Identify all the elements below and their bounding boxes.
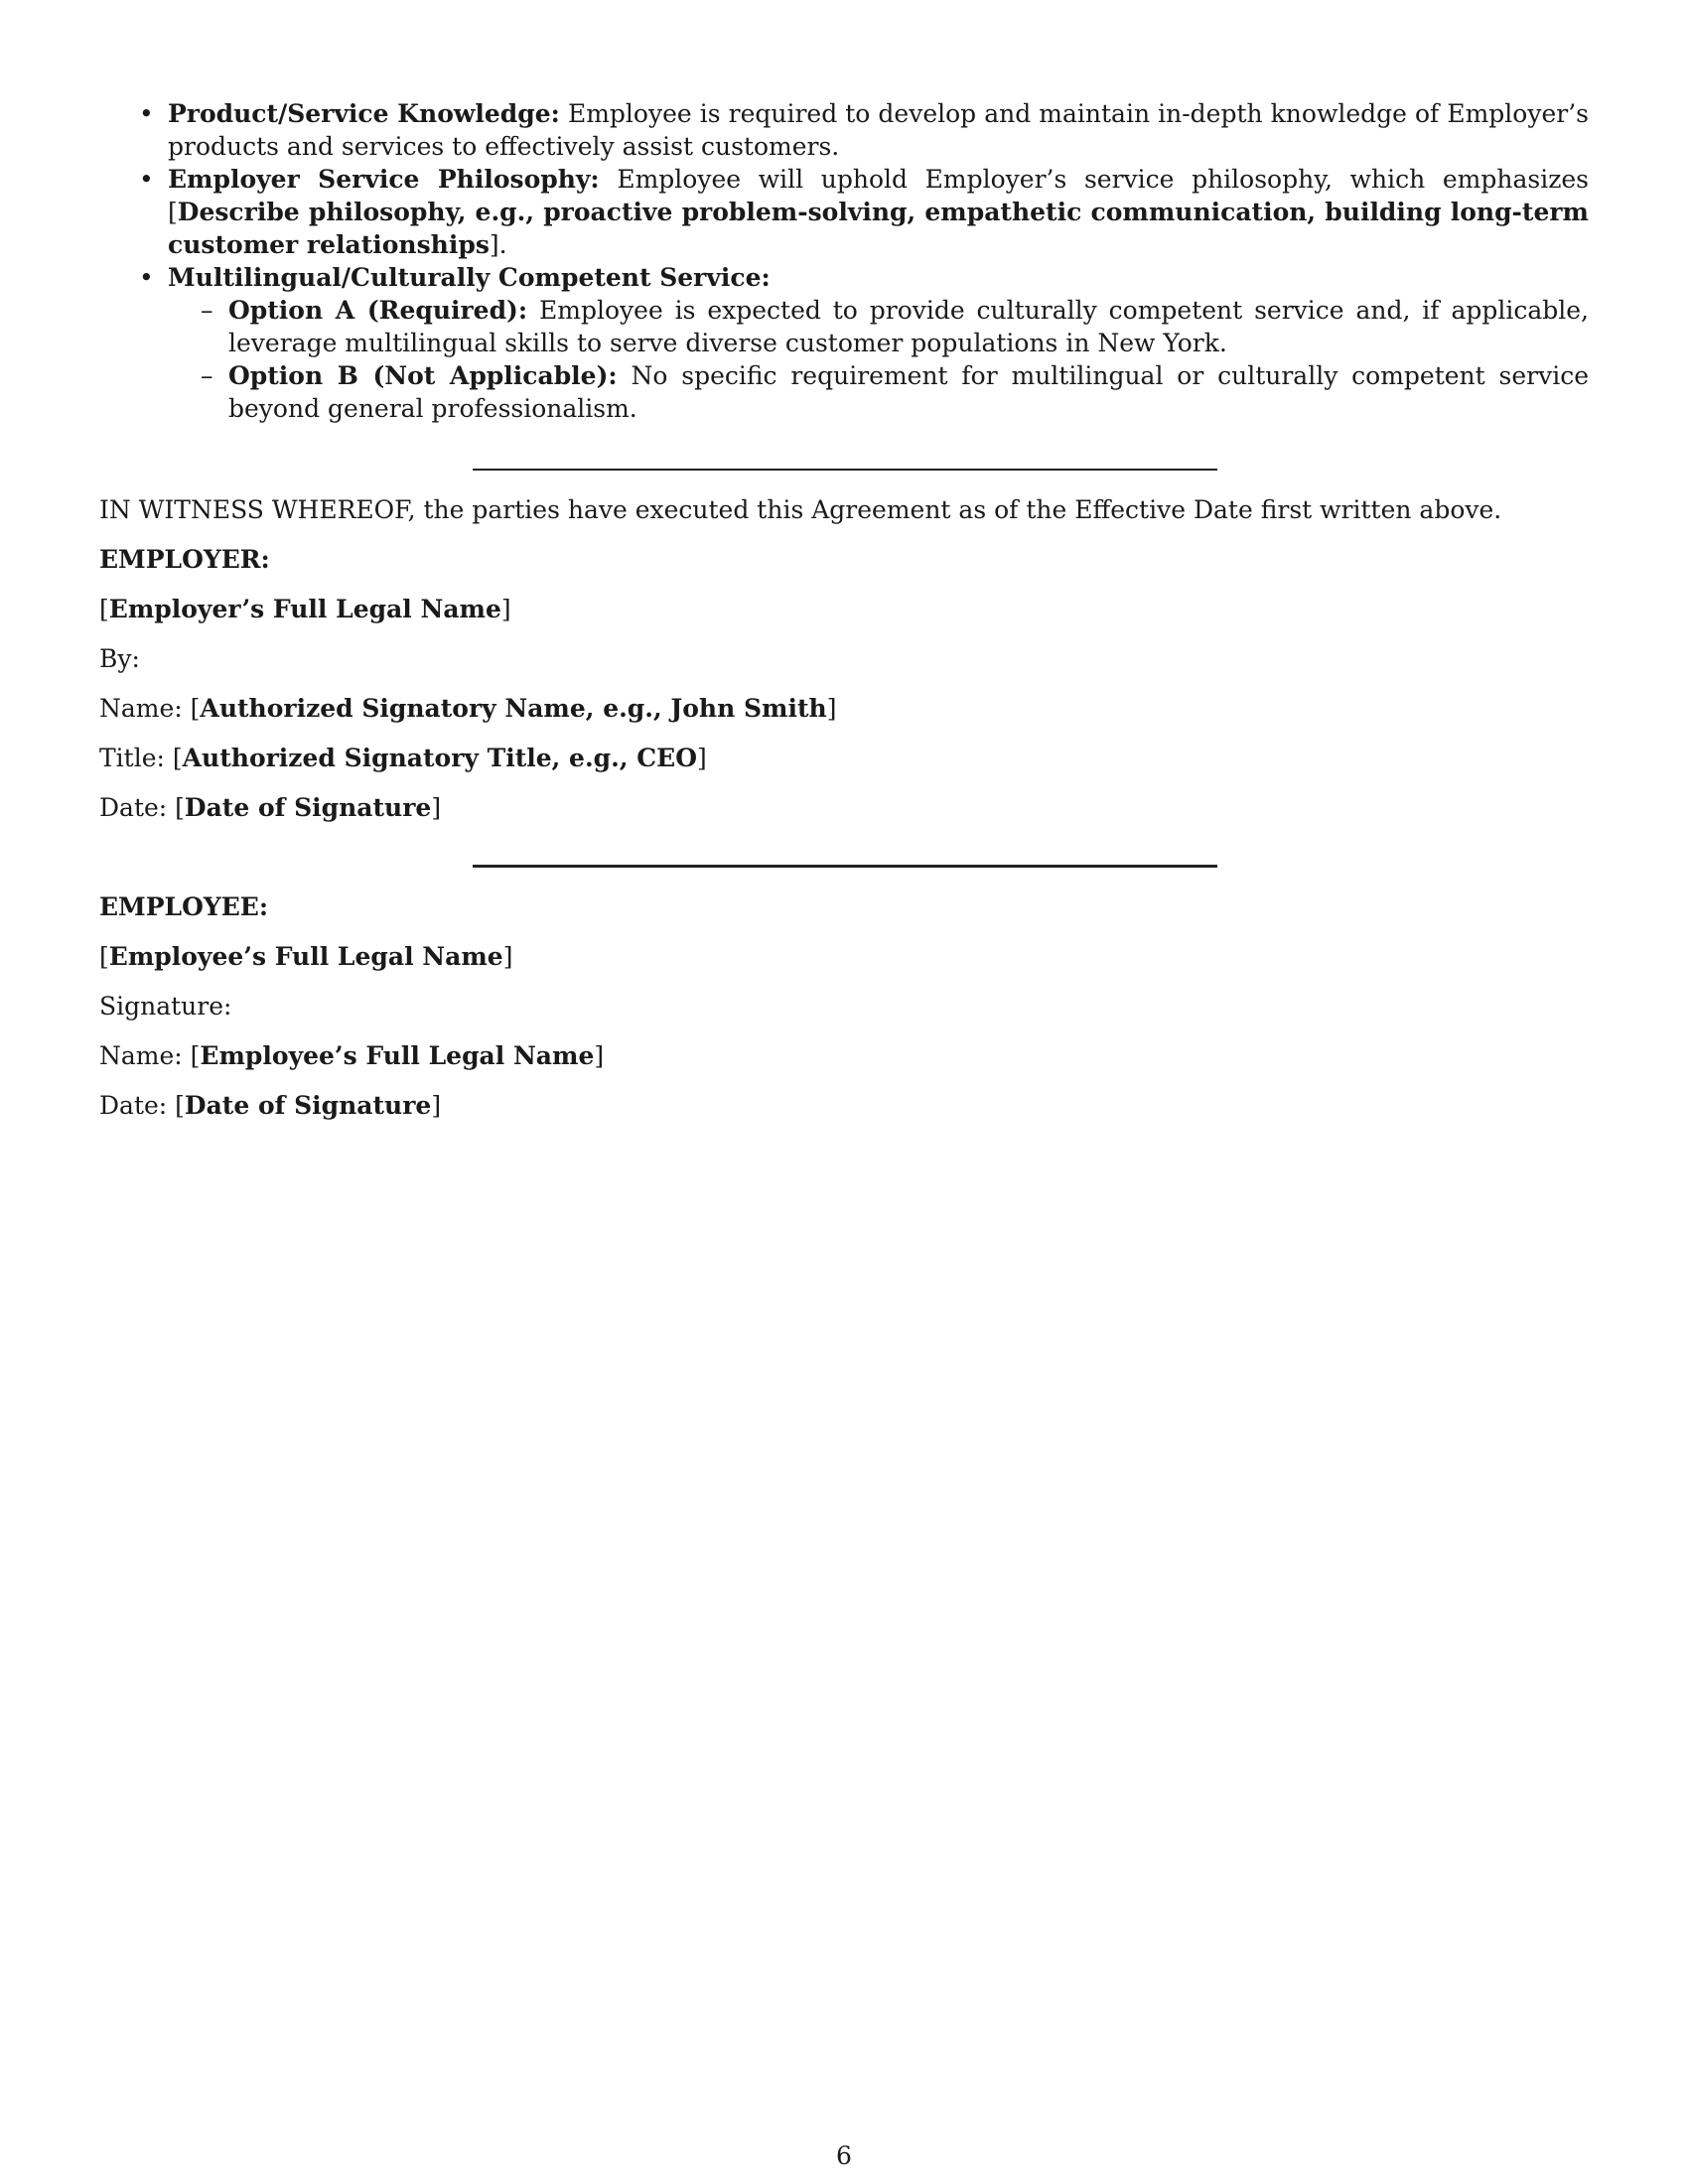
option-label: Option A (Required): [228, 296, 528, 325]
option-label: Option B (Not Applicable): [228, 361, 618, 390]
list-item-product-knowledge [99, 97, 1589, 163]
option-item-b [168, 359, 1589, 425]
divider [473, 469, 1217, 471]
option-item-a [168, 294, 1589, 359]
list-item-service-philosophy [99, 163, 1589, 261]
employer-name-placeholder: [Employer’s Full Legal Name] [99, 595, 511, 623]
dash-icon: – [201, 361, 213, 390]
item-text: Employee is required to develop and maintain in-depth knowledge of Employer’s products and services to effectively assist customers. [168, 99, 1590, 161]
witness-clause: IN WITNESS WHEREOF, the parties have executed this Agreement as of the Effective Date first written above. [99, 495, 1502, 524]
item-label: Product/Service Knowledge: [168, 99, 560, 128]
item-label: Multilingual/Culturally Competent Service: [168, 263, 771, 292]
item-text-after: ]. [489, 230, 507, 259]
employer-name-line: Name: [Authorized Signatory Name, e.g., John Smith] [99, 694, 837, 723]
employer-heading: EMPLOYER: [99, 545, 270, 574]
option-list [168, 294, 1589, 425]
employee-heading: EMPLOYEE: [99, 892, 269, 921]
signature-divider [473, 865, 1217, 868]
item-placeholder: Describe philosophy, e.g., proactive problem-solving, empathetic communication, building long-term customer relationships [168, 198, 1589, 259]
employee-name-line: Name: [Employee’s Full Legal Name] [99, 1041, 605, 1070]
employee-date-line: Date: [Date of Signature] [99, 1091, 442, 1120]
employee-signature-line: Signature: [99, 992, 232, 1021]
employer-date-line: Date: [Date of Signature] [99, 793, 442, 822]
item-label: Employer Service Philosophy: [168, 165, 600, 194]
employer-title-line: Title: [Authorized Signatory Title, e.g., CEO] [99, 744, 707, 772]
page-number: 6 [836, 2141, 852, 2170]
employee-name-placeholder: [Employee’s Full Legal Name] [99, 942, 513, 971]
bullet-icon: • [139, 165, 154, 194]
option-text: Employee is expected to provide culturally competent service and, if applicable, leverage multilingual skills to serve diverse customer populations in New York. [228, 296, 1589, 357]
employer-by-line: By: [99, 644, 140, 673]
item-text: Employee will uphold Employer’s service philosophy, which emphasizes [ [168, 165, 1589, 226]
responsibilities-list-section [99, 97, 1589, 425]
list-item-multilingual [99, 261, 1589, 425]
bullet-icon: • [139, 263, 154, 292]
option-text: No specific requirement for multilingual or culturally competent service beyond general professionalism. [228, 361, 1589, 423]
bullet-icon: • [139, 99, 154, 128]
dash-icon: – [201, 296, 213, 325]
responsibilities-list [99, 97, 1589, 425]
